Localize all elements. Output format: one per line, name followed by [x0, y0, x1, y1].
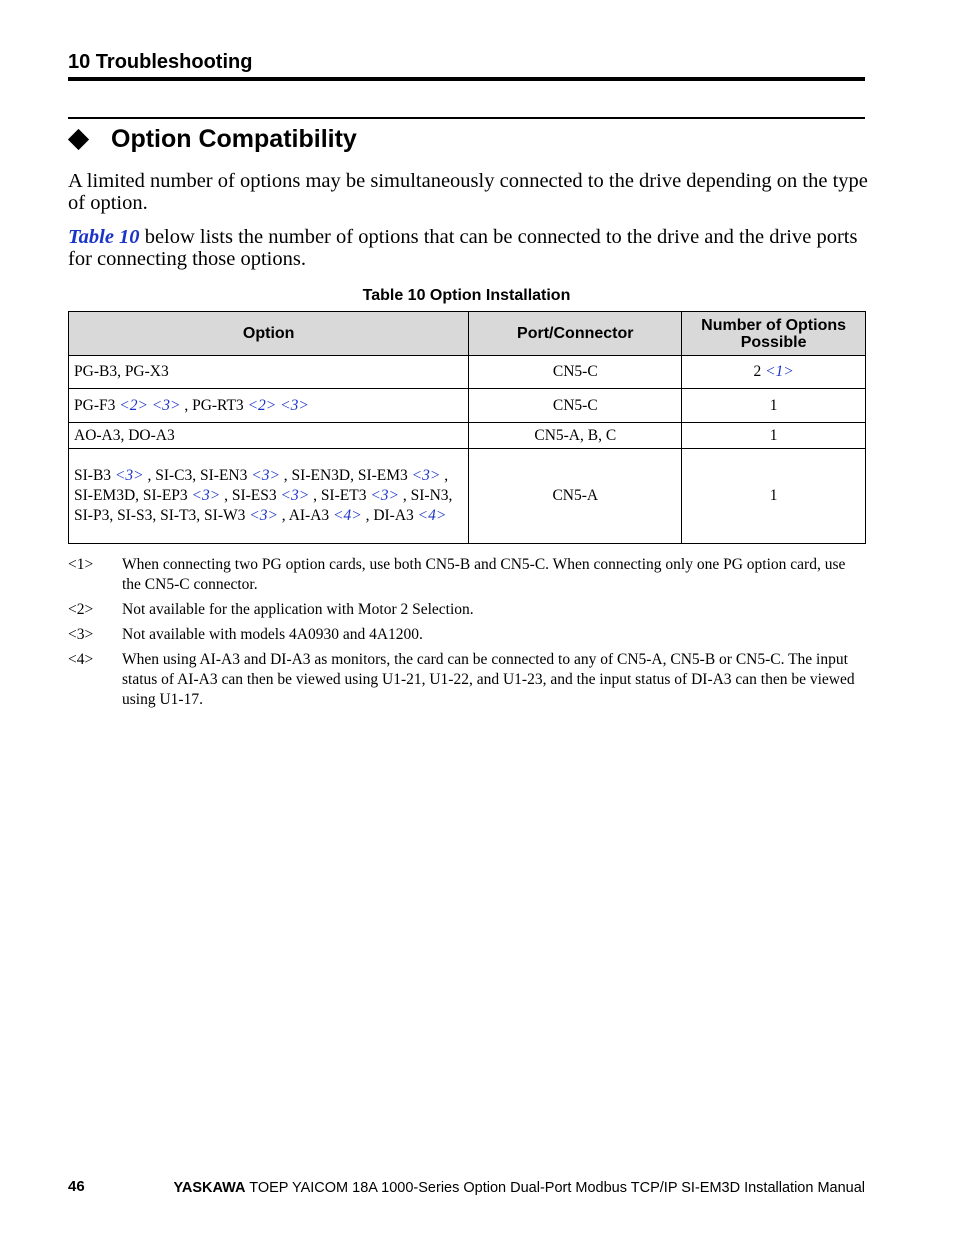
footnote-text: Not available with models 4A0930 and 4A1200.: [122, 626, 423, 643]
cell-port: CN5-C: [469, 356, 682, 389]
option-text: SI-B3: [74, 467, 115, 484]
footnote-link[interactable]: <3>: [249, 507, 278, 524]
footnote: [68, 555, 868, 595]
section-title: Option Compatibility: [111, 125, 357, 153]
option-text: , SI-N3, SI-P3, SI-S3, SI-T3, SI-W3: [74, 487, 453, 524]
cell-option: [69, 449, 469, 544]
table-caption: Table 10 Option Installation: [362, 287, 571, 304]
footnote: [68, 650, 868, 710]
cell-count: [682, 423, 866, 449]
option-text: , PG-RT3: [180, 396, 248, 414]
cell-option: [69, 356, 469, 389]
option-text: , DI-A3: [361, 507, 418, 524]
diamond-bullet-icon: [68, 129, 89, 150]
intro-paragraph: A limited number of options may be simultaneously connected to the drive depending on the type of option.: [68, 170, 868, 214]
paragraph-text: below lists the number of options that can be connected to the drive and the drive ports for connecting those options.: [68, 226, 858, 270]
footnote-link[interactable]: <4>: [417, 507, 447, 524]
footnote-link[interactable]: <4>: [333, 507, 362, 524]
count-value: 1: [769, 487, 778, 504]
footnote-link[interactable]: <3>: [280, 487, 310, 504]
manual-title: TOEP YAICOM 18A 1000-Series Option Dual-Port Modbus TCP/IP SI-EM3D Installation Manual: [245, 1180, 865, 1196]
table-notes: [68, 555, 868, 715]
option-text: , SI-ES3: [220, 487, 281, 504]
chapter-heading: 10 Troubleshooting: [68, 51, 253, 73]
section-rule: [68, 117, 865, 119]
column-header-count: Number of Options Possible: [682, 312, 866, 356]
footnote-label: <1>: [68, 556, 94, 573]
section-heading: [68, 125, 357, 154]
footnote: [68, 625, 868, 645]
cell-count: [682, 389, 866, 423]
footnote-link[interactable]: <3>: [411, 467, 441, 484]
count-value: 1: [769, 396, 778, 414]
table-reference-paragraph: [68, 226, 868, 270]
option-text: AO-A3, DO-A3: [74, 426, 175, 444]
cell-port: CN5-A: [469, 449, 682, 544]
table-row: [69, 356, 866, 389]
footnote-link[interactable]: <2>: [247, 396, 277, 414]
brand-name: YASKAWA: [173, 1180, 246, 1196]
header-rule: [68, 77, 865, 81]
column-header-port: Port/Connector: [469, 312, 682, 356]
cell-count: [682, 356, 866, 389]
footnote-link[interactable]: <3>: [370, 487, 399, 504]
option-text: , SI-EM3D, SI-EP3: [74, 467, 449, 504]
footnote: [68, 600, 868, 620]
table-row: [69, 449, 866, 544]
footnote-link[interactable]: <3>: [251, 467, 280, 484]
footnote-link[interactable]: <3>: [114, 467, 144, 484]
footnote-link[interactable]: <1>: [765, 363, 794, 380]
table-10-link[interactable]: Table 10: [68, 226, 140, 248]
footnote-label: <3>: [68, 626, 94, 643]
footnote-label: <4>: [68, 651, 94, 668]
footnote-link[interactable]: <3>: [191, 487, 221, 504]
count-value: 2: [753, 363, 762, 380]
option-text: , SI-ET3: [309, 487, 371, 504]
cell-port: CN5-C: [469, 389, 682, 423]
table-row: [69, 423, 866, 449]
cell-option: [69, 389, 469, 423]
table-row: [69, 389, 866, 423]
page-number: 46: [68, 1178, 85, 1195]
footnote-text: When connecting two PG option cards, use both CN5-B and CN5-C. When connecting only one PG option card, use the CN5-C connector.: [122, 556, 846, 593]
footnote-text: Not available for the application with Motor 2 Selection.: [122, 601, 474, 618]
option-text: , SI-C3, SI-EN3: [143, 467, 252, 484]
footnote-text: When using AI-A3 and DI-A3 as monitors, the card can be connected to any of CN5-A, CN5-B or CN5-C. The input status of AI-A3 can then be viewed using U1-21, U1-22, and U1-23, and the input status of DI-A3 can then be viewed using U1-17.: [122, 651, 855, 708]
footnote-label: <2>: [68, 601, 94, 618]
option-installation-table: [68, 311, 866, 544]
cell-port: CN5-A, B, C: [469, 423, 682, 449]
footnote-link[interactable]: <3>: [151, 396, 181, 414]
option-text: , SI-EN3D, SI-EM3: [279, 467, 412, 484]
option-text: PG-F3: [74, 396, 120, 414]
option-text: PG-B3, PG-X3: [74, 363, 169, 380]
option-text: , AI-A3: [277, 507, 334, 524]
footnote-link[interactable]: <2>: [119, 396, 148, 414]
cell-count: [682, 449, 866, 544]
footer-title: [174, 1180, 865, 1196]
count-value: 1: [769, 426, 778, 444]
cell-option: [69, 423, 469, 449]
footnote-link[interactable]: <3>: [280, 396, 309, 414]
column-header-option: Option: [69, 312, 469, 356]
